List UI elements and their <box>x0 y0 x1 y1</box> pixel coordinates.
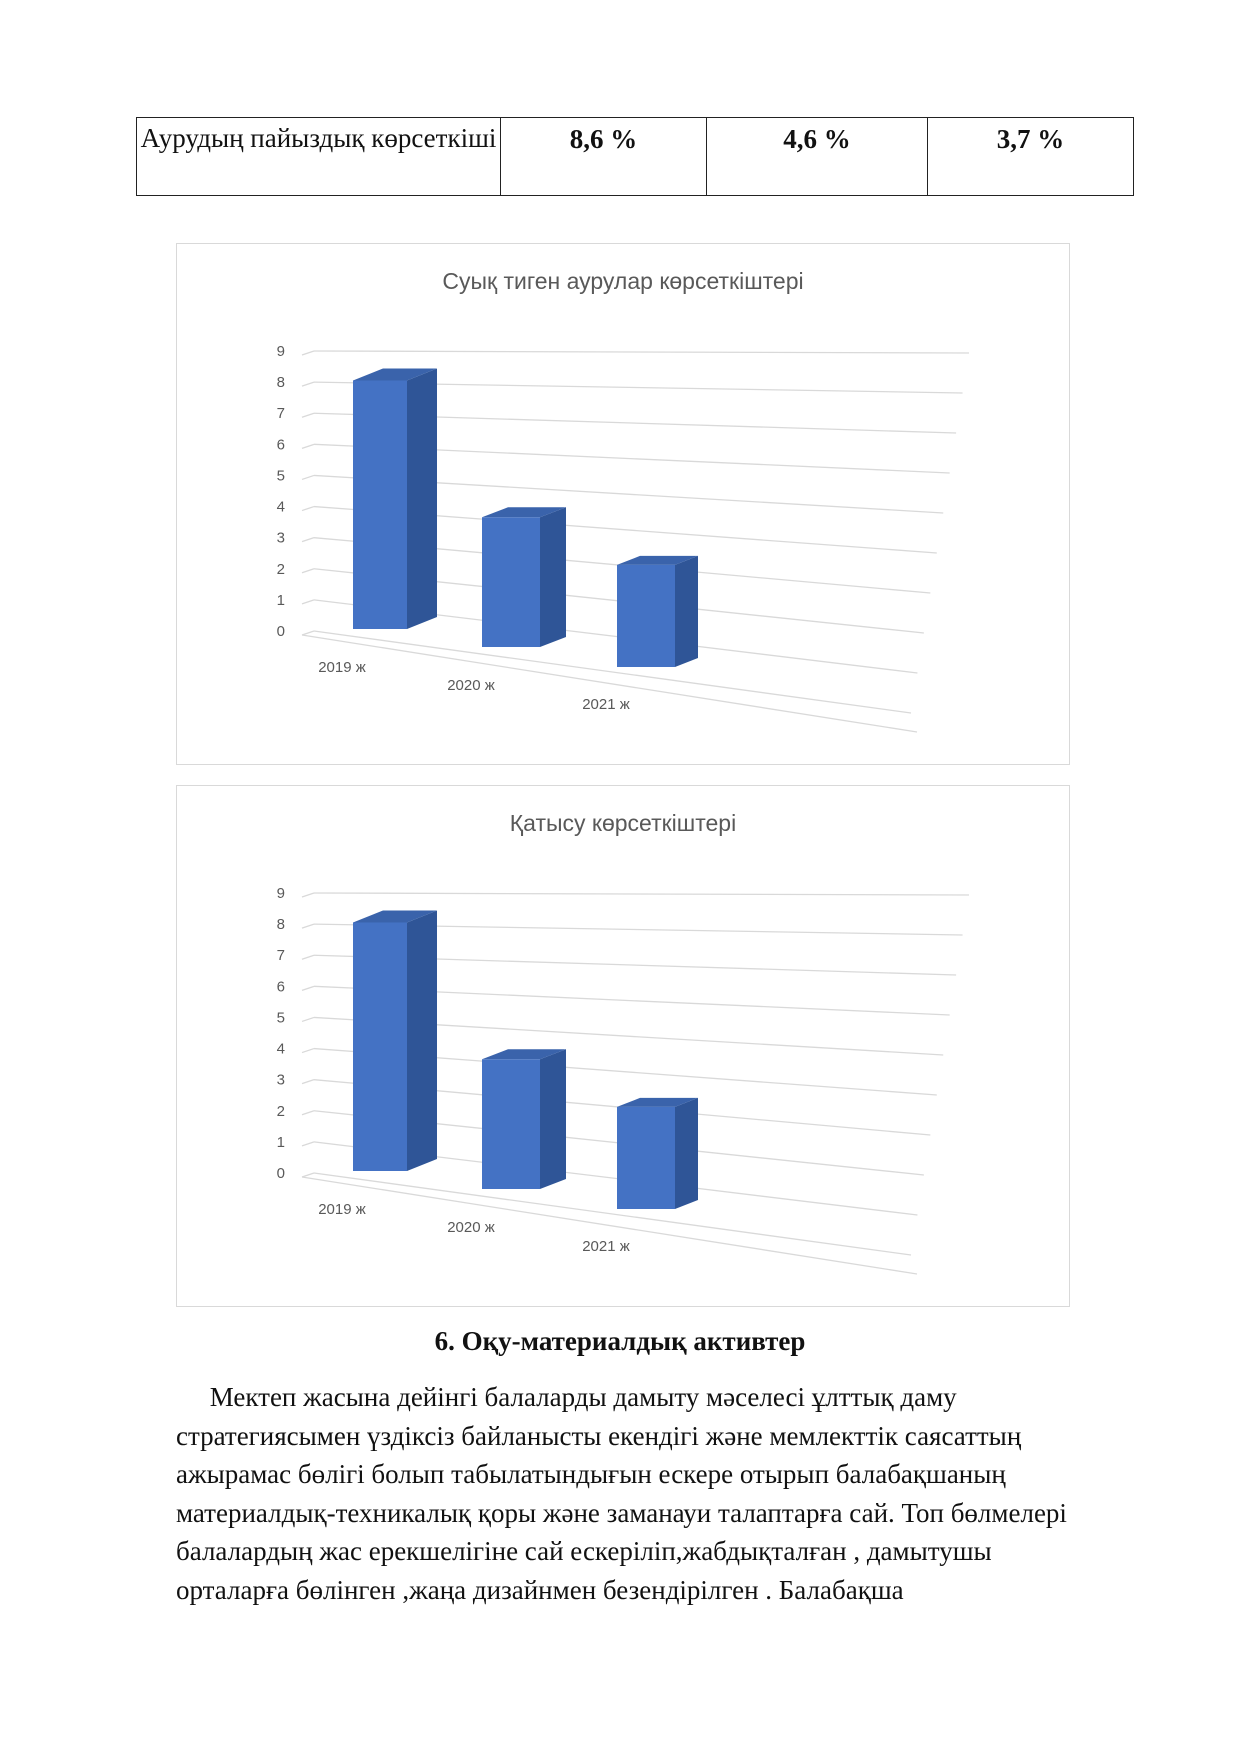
table-row <box>137 118 1134 196</box>
bar <box>353 380 407 629</box>
gridline-stub <box>302 1017 314 1021</box>
cold-illness-chart-svg <box>177 244 1069 764</box>
section-heading: 6. Оқу-материалдық активтер <box>434 1326 806 1356</box>
y-tick-label: 1 <box>276 591 285 609</box>
paragraph-line: орталарға бөлінген ,жаңа дизайнмен безендірілген . Балабақша <box>176 1574 904 1605</box>
gridline-stub <box>302 444 314 448</box>
x-tick-label: 2019 ж <box>318 1201 366 1218</box>
cold-illness-chart <box>176 243 1070 765</box>
x-tick-label: 2021 ж <box>582 1238 630 1255</box>
gridline-stub <box>302 1173 314 1177</box>
y-tick-label: 1 <box>276 1133 285 1151</box>
gridline-stub <box>302 413 314 417</box>
y-tick-label: 3 <box>276 1071 285 1089</box>
y-tick-label: 6 <box>276 978 285 996</box>
attendance-chart-svg <box>177 786 1069 1306</box>
row-label: Аурудың пайыздық көрсеткіші <box>140 123 497 153</box>
y-tick-label: 8 <box>276 374 285 392</box>
gridline-stub <box>302 1111 314 1115</box>
bar-side <box>540 1049 566 1189</box>
paragraph-line: материалдық-техникалық қоры және заманауи талаптарға сай. Топ бөлмелері <box>176 1497 1067 1528</box>
chart-title: Суық тиген аурулар көрсеткіштері <box>442 268 804 294</box>
value-cell-2021 <box>928 118 1134 196</box>
x-tick-label: 2019 ж <box>318 659 366 676</box>
gridline-stub <box>302 1049 314 1053</box>
y-tick-label: 4 <box>276 1040 285 1058</box>
gridline <box>314 893 969 895</box>
gridline-stub <box>302 1142 314 1146</box>
bar <box>617 1107 675 1209</box>
paragraph-line: стратегиясымен үздіксіз байланысты екендігі және мемлекттік саясаттың <box>176 1420 1022 1451</box>
bar <box>353 922 407 1171</box>
paragraph-line: балалардың жас ерекшелігіне сай ескеріліп,жабдықталған , дамытушы <box>176 1536 992 1566</box>
gridline-stub <box>302 924 314 928</box>
bar <box>482 517 540 647</box>
y-tick-label: 2 <box>276 1102 285 1120</box>
x-tick-label: 2021 ж <box>582 696 630 713</box>
value-2021: 3,7 % <box>996 124 1065 154</box>
gridline-stub <box>302 351 314 355</box>
value-cell-2019 <box>501 118 707 196</box>
section-paragraph <box>176 1378 1156 1609</box>
value-2019: 8,6 % <box>569 124 638 154</box>
bar-side <box>407 910 437 1171</box>
y-tick-label: 5 <box>276 1009 285 1027</box>
y-tick-label: 8 <box>276 916 285 934</box>
gridline <box>314 351 969 353</box>
floor-line <box>302 635 917 732</box>
bar-side <box>407 368 437 629</box>
y-tick-label: 0 <box>276 623 285 640</box>
gridline-stub <box>302 382 314 386</box>
y-tick-label: 7 <box>276 405 285 423</box>
paragraph-line: ажырамас бөлігі болып табылатындығын ескере отырып балабақшаның <box>176 1459 1006 1489</box>
x-tick-label: 2020 ж <box>447 677 495 694</box>
gridline-stub <box>302 893 314 897</box>
gridline-stub <box>302 538 314 542</box>
value-cell-2020 <box>707 118 928 196</box>
morbidity-table <box>136 117 1134 196</box>
gridline-stub <box>302 569 314 573</box>
y-tick-label: 4 <box>276 498 285 516</box>
plot-area <box>277 343 969 732</box>
attendance-chart <box>176 785 1070 1307</box>
bar-side <box>675 1098 698 1209</box>
bar-side <box>540 507 566 647</box>
y-tick-label: 5 <box>276 467 285 485</box>
row-label-cell <box>137 118 501 196</box>
y-tick-label: 6 <box>276 436 285 454</box>
gridline-stub <box>302 507 314 511</box>
y-tick-label: 0 <box>276 1165 285 1182</box>
floor-line <box>302 1177 917 1274</box>
y-tick-label: 9 <box>276 885 285 902</box>
gridline-stub <box>302 1080 314 1084</box>
y-tick-label: 2 <box>276 560 285 578</box>
chart-title: Қатысу көрсеткіштері <box>509 810 737 836</box>
bar <box>482 1059 540 1189</box>
gridline-stub <box>302 631 314 635</box>
bar <box>617 565 675 667</box>
gridline-stub <box>302 600 314 604</box>
x-tick-label: 2020 ж <box>447 1219 495 1236</box>
paragraph-line: Мектеп жасына дейінгі балаларды дамыту мәселесі ұлттық даму <box>176 1382 957 1412</box>
value-2020: 4,6 % <box>783 124 851 154</box>
gridline-stub <box>302 475 314 479</box>
y-tick-label: 7 <box>276 947 285 965</box>
y-tick-label: 9 <box>276 343 285 360</box>
gridline-stub <box>302 955 314 959</box>
y-tick-label: 3 <box>276 529 285 547</box>
plot-area <box>277 885 969 1274</box>
bar-side <box>675 556 698 667</box>
gridline-stub <box>302 986 314 990</box>
